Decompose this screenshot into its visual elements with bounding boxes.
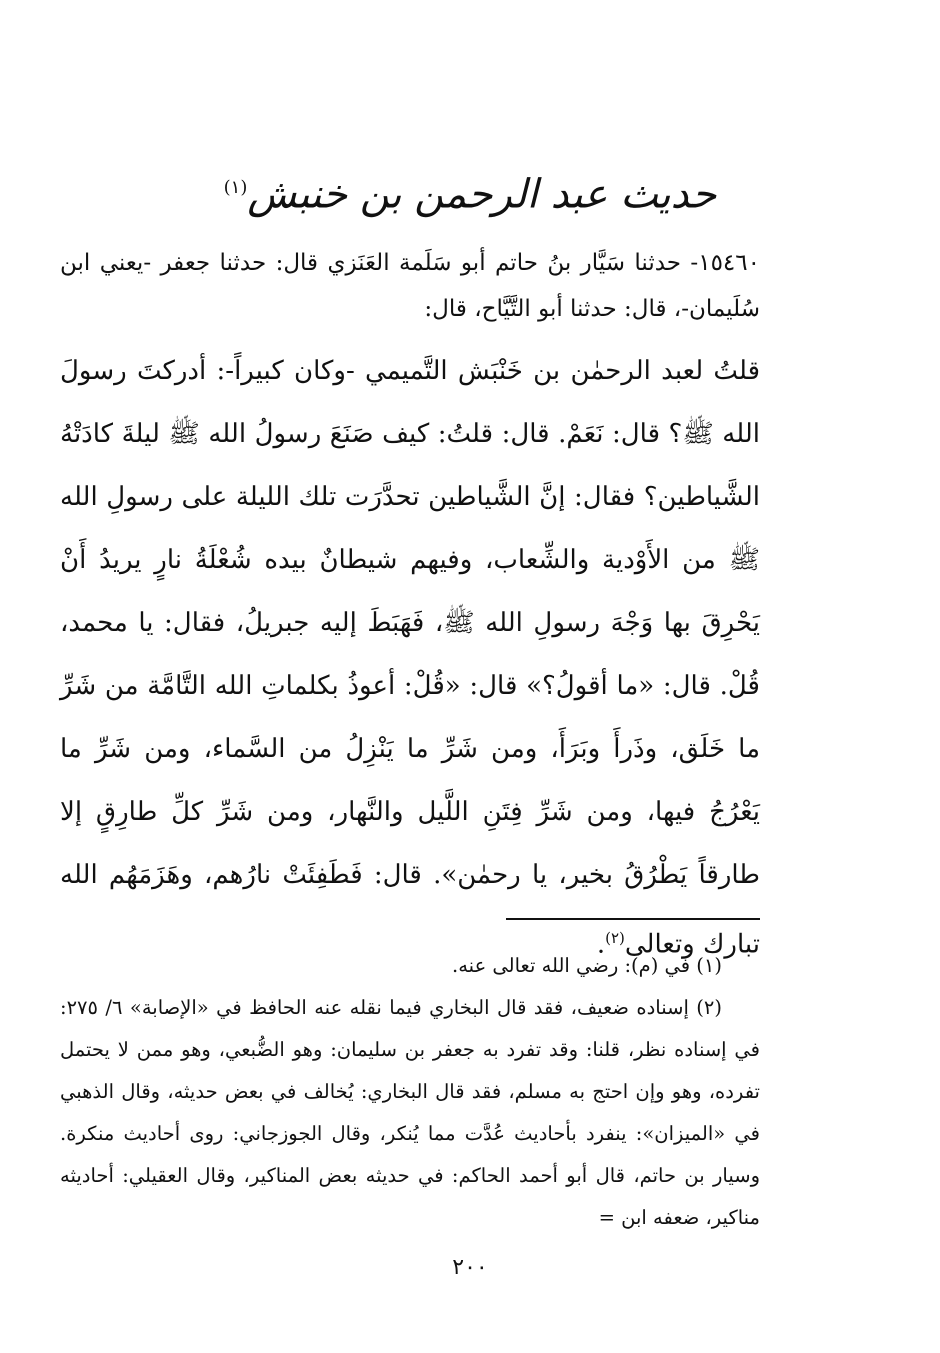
matn-text: قلتُ لعبد الرحمٰن بن خَنْبَش التَّميمي -وكان كبيراً-: أدركتَ رسولَ الله ﷺ؟ قال: نَعَمْ. قال: قلتُ: كيف صَنَعَ رسولُ الله ﷺ ليلةَ كادَتْهُ الشَّياطين؟ فقال: إنَّ الشَّياطين تحدَّرَت تلك الليلة على رسولِ الله ﷺ من الأَوْدية والشِّعاب، وفيهم شيطانٌ بيده شُعْلَةُ نارٍ يريدُ أَنْ يَحْرِقَ بها وَجْهَ رسولِ الله ﷺ، فَهَبَطَ إليه جبريلُ، فقال: يا محمد، قُلْ. قال: «ما أقولُ؟» قال: «قُلْ: أعوذُ بكلماتِ الله التَّامَّة من شَرِّ ما خَلَق، وذَرأَ وبَرَأَ، ومن شَرِّ ما يَنْزِلُ من السَّماء، ومن شَرِّ ما يَعْرُجُ فيها، ومن شَرِّ فِتَنِ اللَّيل والنَّهار، ومن شَرِّ كلِّ طارِقٍ إلا طارقاً يَطْرُقُ بخير، يا رحمٰن». قال: فَطَفِئَتْ نارُهم، وهَزَمَهُم الله تبارك وتعالى bbox=[60, 356, 761, 960]
footnote-2: (٢) إسناده ضعيف، فقد قال البخاري فيما نقله عنه الحافظ في «الإصابة» ٦/ ٢٧٥: في إسناده نظر، قلنا: وقد تفرد به جعفر بن سليمان: وهو الضُّبعي، وهو ممن لا يحتمل تفرده، وهو وإن احتج به مسلم، فقد قال البخاري: يُخالف في بعض حديثه، وقال الذهبي في «الميزان»: ينفرد بأحاديث عُدَّت مما يُنكر، وقال الجوزجاني: روى أحاديث منكرة. وسيار بن حاتم، قال أبو أحمد الحاكم: في حديثه بعض المناكير، وقال العقيلي: أحاديثه مناكير، ضعفه ابن = bbox=[60, 996, 760, 1229]
footnotes bbox=[60, 945, 760, 1239]
footnote-separator bbox=[506, 918, 760, 920]
hadith-heading bbox=[160, 148, 780, 234]
heading-footnote-ref: (١) bbox=[223, 177, 248, 198]
page-number: ٢٠٠ bbox=[452, 1255, 488, 1280]
matn-end: . bbox=[596, 929, 606, 960]
matn-footnote-ref: (٢) bbox=[605, 929, 625, 947]
heading-title: حديث عبد الرحمن بن خنبش bbox=[247, 171, 717, 218]
hadith-matn bbox=[60, 340, 760, 977]
footnote-1: (١) في (م): رضي الله تعالى عنه. bbox=[452, 954, 722, 977]
hadith-isnad: ١٥٤٦٠- حدثنا سَيَّار بنُ حاتم أبو سَلَمة العَنَزي قال: حدثنا جعفر -يعني ابن سُلَيمان-، قال: حدثنا أبو التَّيَّاح، قال: bbox=[60, 250, 760, 322]
